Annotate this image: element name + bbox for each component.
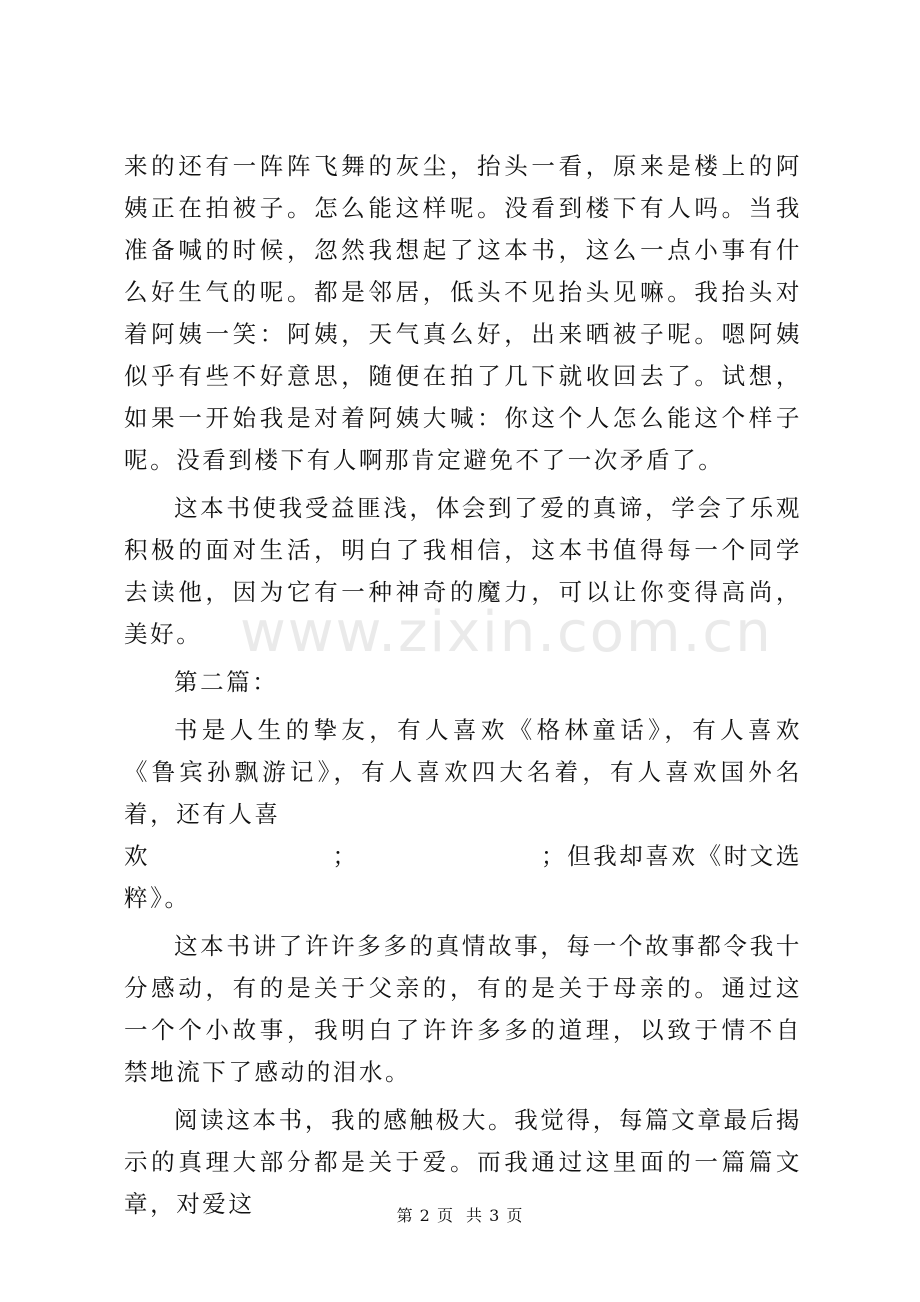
page-number-total: 共 3 页 — [466, 1206, 524, 1225]
paragraph-true-stories: 这本书讲了许许多多的真情故事，每一个故事都令我十分感动，有的是关于父亲的，有的是关于母亲的。通过这一个个小故事，我明白了许许多多的道理，以致于情不自禁地流下了感动的泪水。 — [124, 932, 802, 1086]
watermark: www.zixin.com.cn — [240, 600, 773, 665]
spread-segment-1: 欢 — [124, 842, 151, 870]
paragraph-reading-feelings: 阅读这本书，我的感触极大。我觉得，每篇文章最后揭示的真理大部分都是关于爱。而我通过这里面的一篇篇文章，对爱这 — [124, 1106, 802, 1218]
page-number-current: 第 2 页 — [396, 1206, 454, 1225]
page-footer — [0, 1203, 920, 1226]
spread-segment-3: ；但我却喜欢《时文选 — [541, 842, 802, 870]
document-body — [124, 145, 802, 1225]
paragraph-book-benefit: 这本书使我受益匪浅，体会到了爱的真谛，学会了乐观积极的面对生活，明白了我相信，这本书值得每一个同学去读他，因为它有一种神奇的魔力，可以让你变得高尚，美好。 — [124, 494, 802, 648]
favorite-books-text: 书是人生的挚友，有人喜欢《格林童话》，有人喜欢《鲁宾孙飘游记》，有人喜欢四大名着，有人喜欢国外名着，还有人喜 — [124, 716, 802, 828]
favorite-books-end: 粹》。 — [124, 884, 191, 912]
paragraph-favorite-books — [124, 709, 802, 919]
paragraph-continued: 来的还有一阵阵飞舞的灰尘，抬头一看，原来是楼上的阿姨正在拍被子。怎么能这样呢。没看到楼下有人吗。当我准备喊的时候，忽然我想起了这本书，这么一点小事有什么好生气的呢。都是邻居，低头不见抬头见嘛。我抬头对着阿姨一笑：阿姨，天气真么好，出来晒被子呢。嗯阿姨似乎有些不好意思，随便在拍了几下就收回去了。试想，如果一开始我是对着阿姨大喊：你这个人怎么能这个样子呢。没看到楼下有人啊那肯定避免不了一次矛盾了。 — [124, 152, 802, 474]
section-heading-part-two: 第二篇： — [174, 668, 279, 696]
spread-segment-2: ； — [332, 842, 359, 870]
favorite-books-spread-line — [124, 835, 802, 877]
